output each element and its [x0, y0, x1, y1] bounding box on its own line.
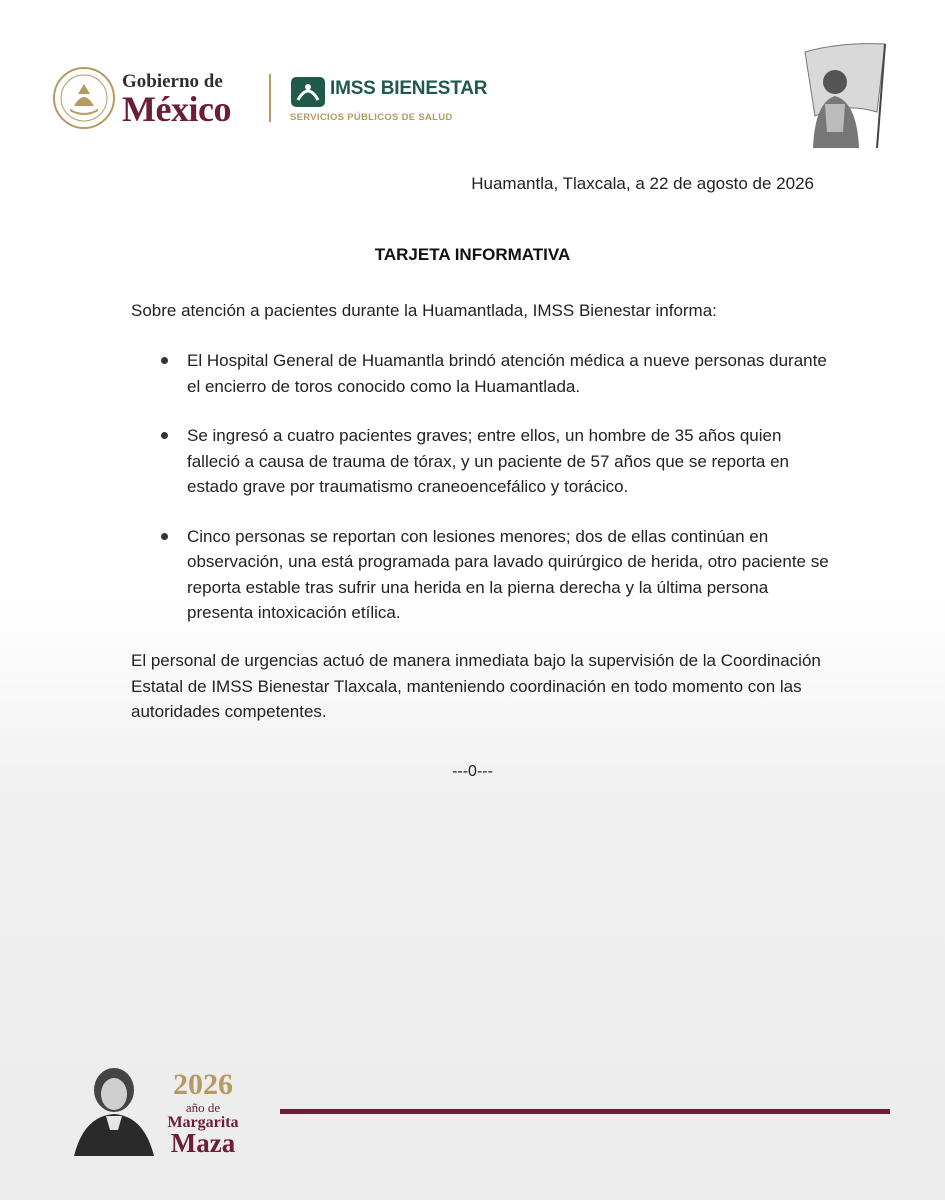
footer-name-line-2: Maza [170, 1128, 236, 1158]
national-seal-icon [52, 66, 116, 130]
heroine-with-flag-illustration [785, 42, 890, 150]
intro-paragraph: Sobre atención a pacientes durante la Huamantlada, IMSS Bienestar informa: [131, 301, 717, 320]
list-item [131, 423, 831, 500]
bullet-icon [161, 432, 168, 439]
imss-bienestar-name: IMSS BIENESTAR [330, 78, 488, 99]
place-and-date: Huamantla, Tlaxcala, a 22 de agosto de 2026 [471, 174, 814, 193]
margarita-maza-portrait-illustration [64, 1060, 162, 1156]
footer-year: 2026 [173, 1068, 233, 1101]
gobierno-de-mexico-logo [122, 71, 252, 129]
list-item [131, 348, 831, 399]
document-title: TARJETA INFORMATIVA [374, 245, 571, 264]
bullet-icon [161, 357, 168, 364]
gobierno-line-2: México [122, 89, 231, 129]
logo-divider [269, 74, 271, 122]
list-item-text: Se ingresó a cuatro pacientes graves; entre ellos, un hombre de 35 años quien falleció a causa de trauma de tórax, y un paciente de 57 años que se reporta en estado grave por traumatismo craneoencefálico y torácico. [187, 426, 790, 496]
imss-bienestar-icon [290, 76, 326, 108]
bullet-list [131, 348, 831, 650]
imss-bienestar-subtitle: SERVICIOS PÚBLICOS DE SALUD [290, 112, 453, 123]
list-item [131, 524, 831, 626]
footer-name-line-1: Margarita [167, 1114, 239, 1131]
list-item-text: Cinco personas se reportan con lesiones menores; dos de ellas continúan en observación, una está programada para lavado quirúrgico de herida, otro paciente se reporta estable tras sufrir una herida en la pierna derecha y la última persona presenta intoxicación etílica. [187, 526, 829, 622]
footer-year-subtitle: año de [185, 1100, 221, 1115]
letterhead [0, 0, 945, 170]
footer-divider [280, 1109, 890, 1114]
end-mark: ---0--- [452, 763, 493, 780]
list-item-text: El Hospital General de Huamantla brindó atención médica a nueve personas durante el encierro de toros conocido como la Huamantlada. [187, 351, 827, 396]
gobierno-line-1: Gobierno de [122, 71, 223, 92]
bullet-icon [161, 533, 168, 540]
closing-paragraph: El personal de urgencias actuó de manera inmediata bajo la supervisión de la Coordinación Estatal de IMSS Bienestar Tlaxcala, manteniendo coordinación en todo momento con las autoridades competentes. [131, 651, 821, 721]
